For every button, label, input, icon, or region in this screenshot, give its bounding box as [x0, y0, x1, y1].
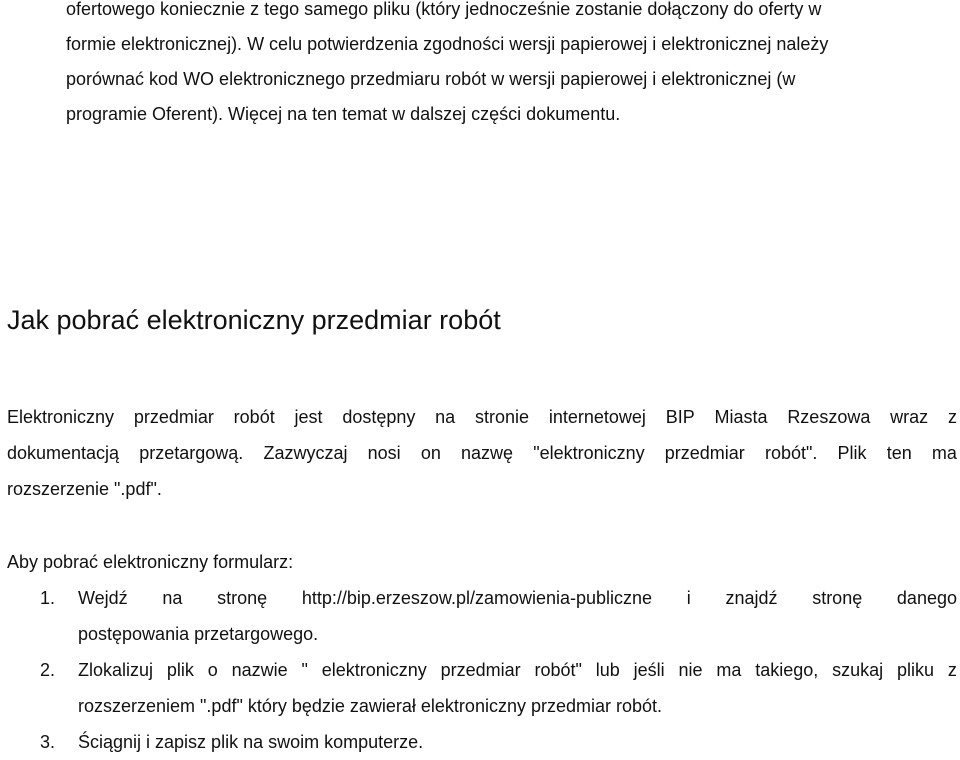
word: plik — [166, 660, 194, 680]
word: nosi — [367, 443, 401, 463]
list-item — [7, 652, 957, 724]
word: pliku — [896, 660, 934, 680]
step-line: Ściągnij i zapisz plik na swoim komputerze. — [78, 732, 424, 752]
steps-lead: Aby pobrać elektroniczny formularz: — [7, 552, 294, 572]
word: stronie — [475, 407, 530, 427]
step-line — [78, 652, 957, 688]
word: stronę — [812, 588, 863, 608]
word: dokumentacją — [7, 443, 120, 463]
word: ma — [716, 660, 742, 680]
step-number: 1. — [40, 588, 56, 608]
word: elektroniczny — [321, 660, 427, 680]
word: nazwę — [461, 443, 514, 463]
word: lub — [595, 660, 620, 680]
paragraph-line-3: rozszerzenie ".pdf". — [7, 479, 162, 499]
steps-list — [7, 580, 957, 760]
word: takiego, — [755, 660, 819, 680]
step-number: 2. — [40, 660, 56, 680]
word: Elektroniczny — [7, 407, 115, 427]
word: znajdź — [725, 588, 778, 608]
word: Rzeszowa — [787, 407, 871, 427]
word: i — [686, 588, 691, 608]
word: Zlokalizuj — [78, 660, 154, 680]
word: robót" — [534, 660, 582, 680]
word: BIP — [665, 407, 695, 427]
word: nazwie — [231, 660, 288, 680]
word: dostępny — [342, 407, 416, 427]
word: jeśli — [633, 660, 665, 680]
word: internetowej — [548, 407, 646, 427]
word: robót". — [764, 443, 818, 463]
word: http://bip.erzeszow.pl/zamowienia-publiczne — [301, 588, 653, 608]
word: przedmiar — [664, 443, 745, 463]
word: Wejdź — [78, 588, 128, 608]
paragraph-line-2 — [7, 435, 957, 471]
word: przedmiar — [440, 660, 521, 680]
word: szukaj — [832, 660, 884, 680]
intro-line: porównać kod WO elektronicznego przedmiaru robót w wersji papierowej i elektronicznej (w — [66, 69, 796, 89]
word: przedmiar — [133, 407, 214, 427]
word: stronę — [217, 588, 268, 608]
step-number: 3. — [40, 732, 56, 752]
list-item — [7, 724, 957, 760]
word: robót — [233, 407, 275, 427]
word: "elektroniczny — [533, 443, 645, 463]
word: nie — [678, 660, 703, 680]
word: Miasta — [714, 407, 768, 427]
word: z — [947, 660, 957, 680]
word: Zazwyczaj — [263, 443, 348, 463]
intro-line: programie Oferent). Więcej na ten temat w dalszej części dokumentu. — [66, 104, 621, 124]
word: przetargową. — [139, 443, 244, 463]
word: jest — [294, 407, 323, 427]
word: on — [420, 443, 441, 463]
word: ten — [886, 443, 912, 463]
body-paragraph — [7, 399, 957, 507]
word: z — [947, 407, 957, 427]
intro-line: formie elektronicznej). W celu potwierdzenia zgodności wersji papierowej i elektronicznej należy — [66, 34, 829, 54]
word: " — [301, 660, 308, 680]
word: na — [162, 588, 183, 608]
paragraph-line-1 — [7, 399, 957, 435]
step-line — [78, 580, 957, 616]
intro-paragraph — [66, 0, 956, 132]
section-heading: Jak pobrać elektroniczny przedmiar robót — [7, 305, 501, 335]
word: danego — [896, 588, 957, 608]
word: Plik — [837, 443, 867, 463]
step-line: rozszerzeniem ".pdf" który będzie zawierał elektroniczny przedmiar robót. — [78, 696, 663, 716]
word: ma — [931, 443, 957, 463]
word: wraz — [890, 407, 929, 427]
word: na — [435, 407, 456, 427]
step-line: postępowania przetargowego. — [78, 624, 319, 644]
list-item — [7, 580, 957, 652]
intro-line: ofertowego koniecznie z tego samego pliku (który jednocześnie zostanie dołączony do oferty w — [66, 0, 822, 19]
word: o — [207, 660, 218, 680]
